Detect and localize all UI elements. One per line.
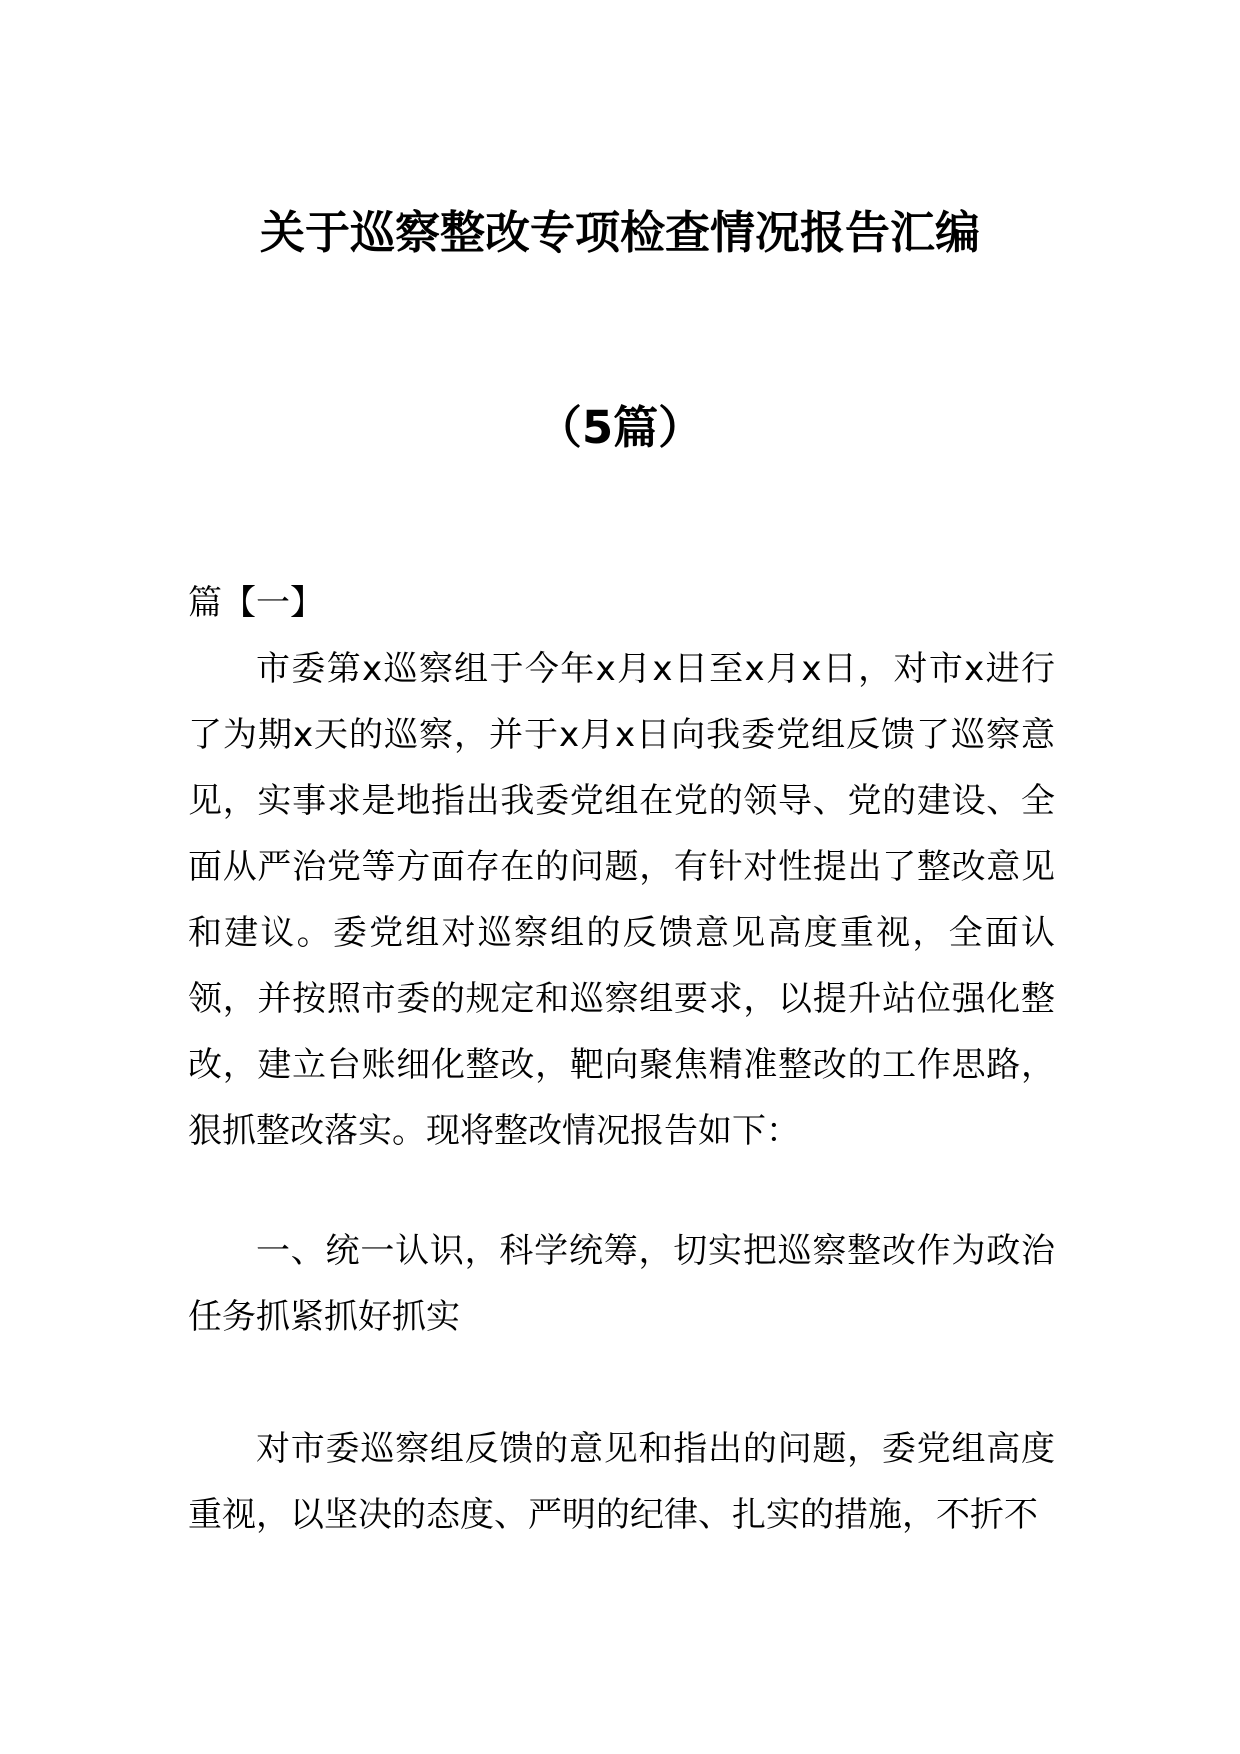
paragraph-body: 对市委巡察组反馈的意见和指出的问题，委党组高度重视，以坚决的态度、严明的纪律、扎实的措施，不折不 — [188, 1429, 1055, 1535]
paragraph-intro: 市委第x巡察组于今年x月x日至x月x日，对市x进行了为期x天的巡察，并于x月x日向我委党组反馈了巡察意见，实事求是地指出我委党组在党的领导、党的建设、全面从严治党等方面存在的问题，有针对性提出了整改意见和建议。委党组对巡察组的反馈意见高度重视，全面认领，并按照市委的规定和巡察组要求，以提升站位强化整改，建立台账细化整改，靶向聚焦精准整改的工作思路，狠抓整改落实。现将整改情况报告如下： — [188, 649, 1055, 1151]
document-title: 关于巡察整改专项检查情况报告汇编 — [259, 206, 980, 259]
paragraph-heading-one: 一、统一认识，科学统筹，切实把巡察整改作为政治任务抓紧抓好抓实 — [188, 1231, 1055, 1337]
document-subtitle: （5篇） — [536, 401, 704, 454]
section-label: 篇【一】 — [188, 583, 324, 623]
